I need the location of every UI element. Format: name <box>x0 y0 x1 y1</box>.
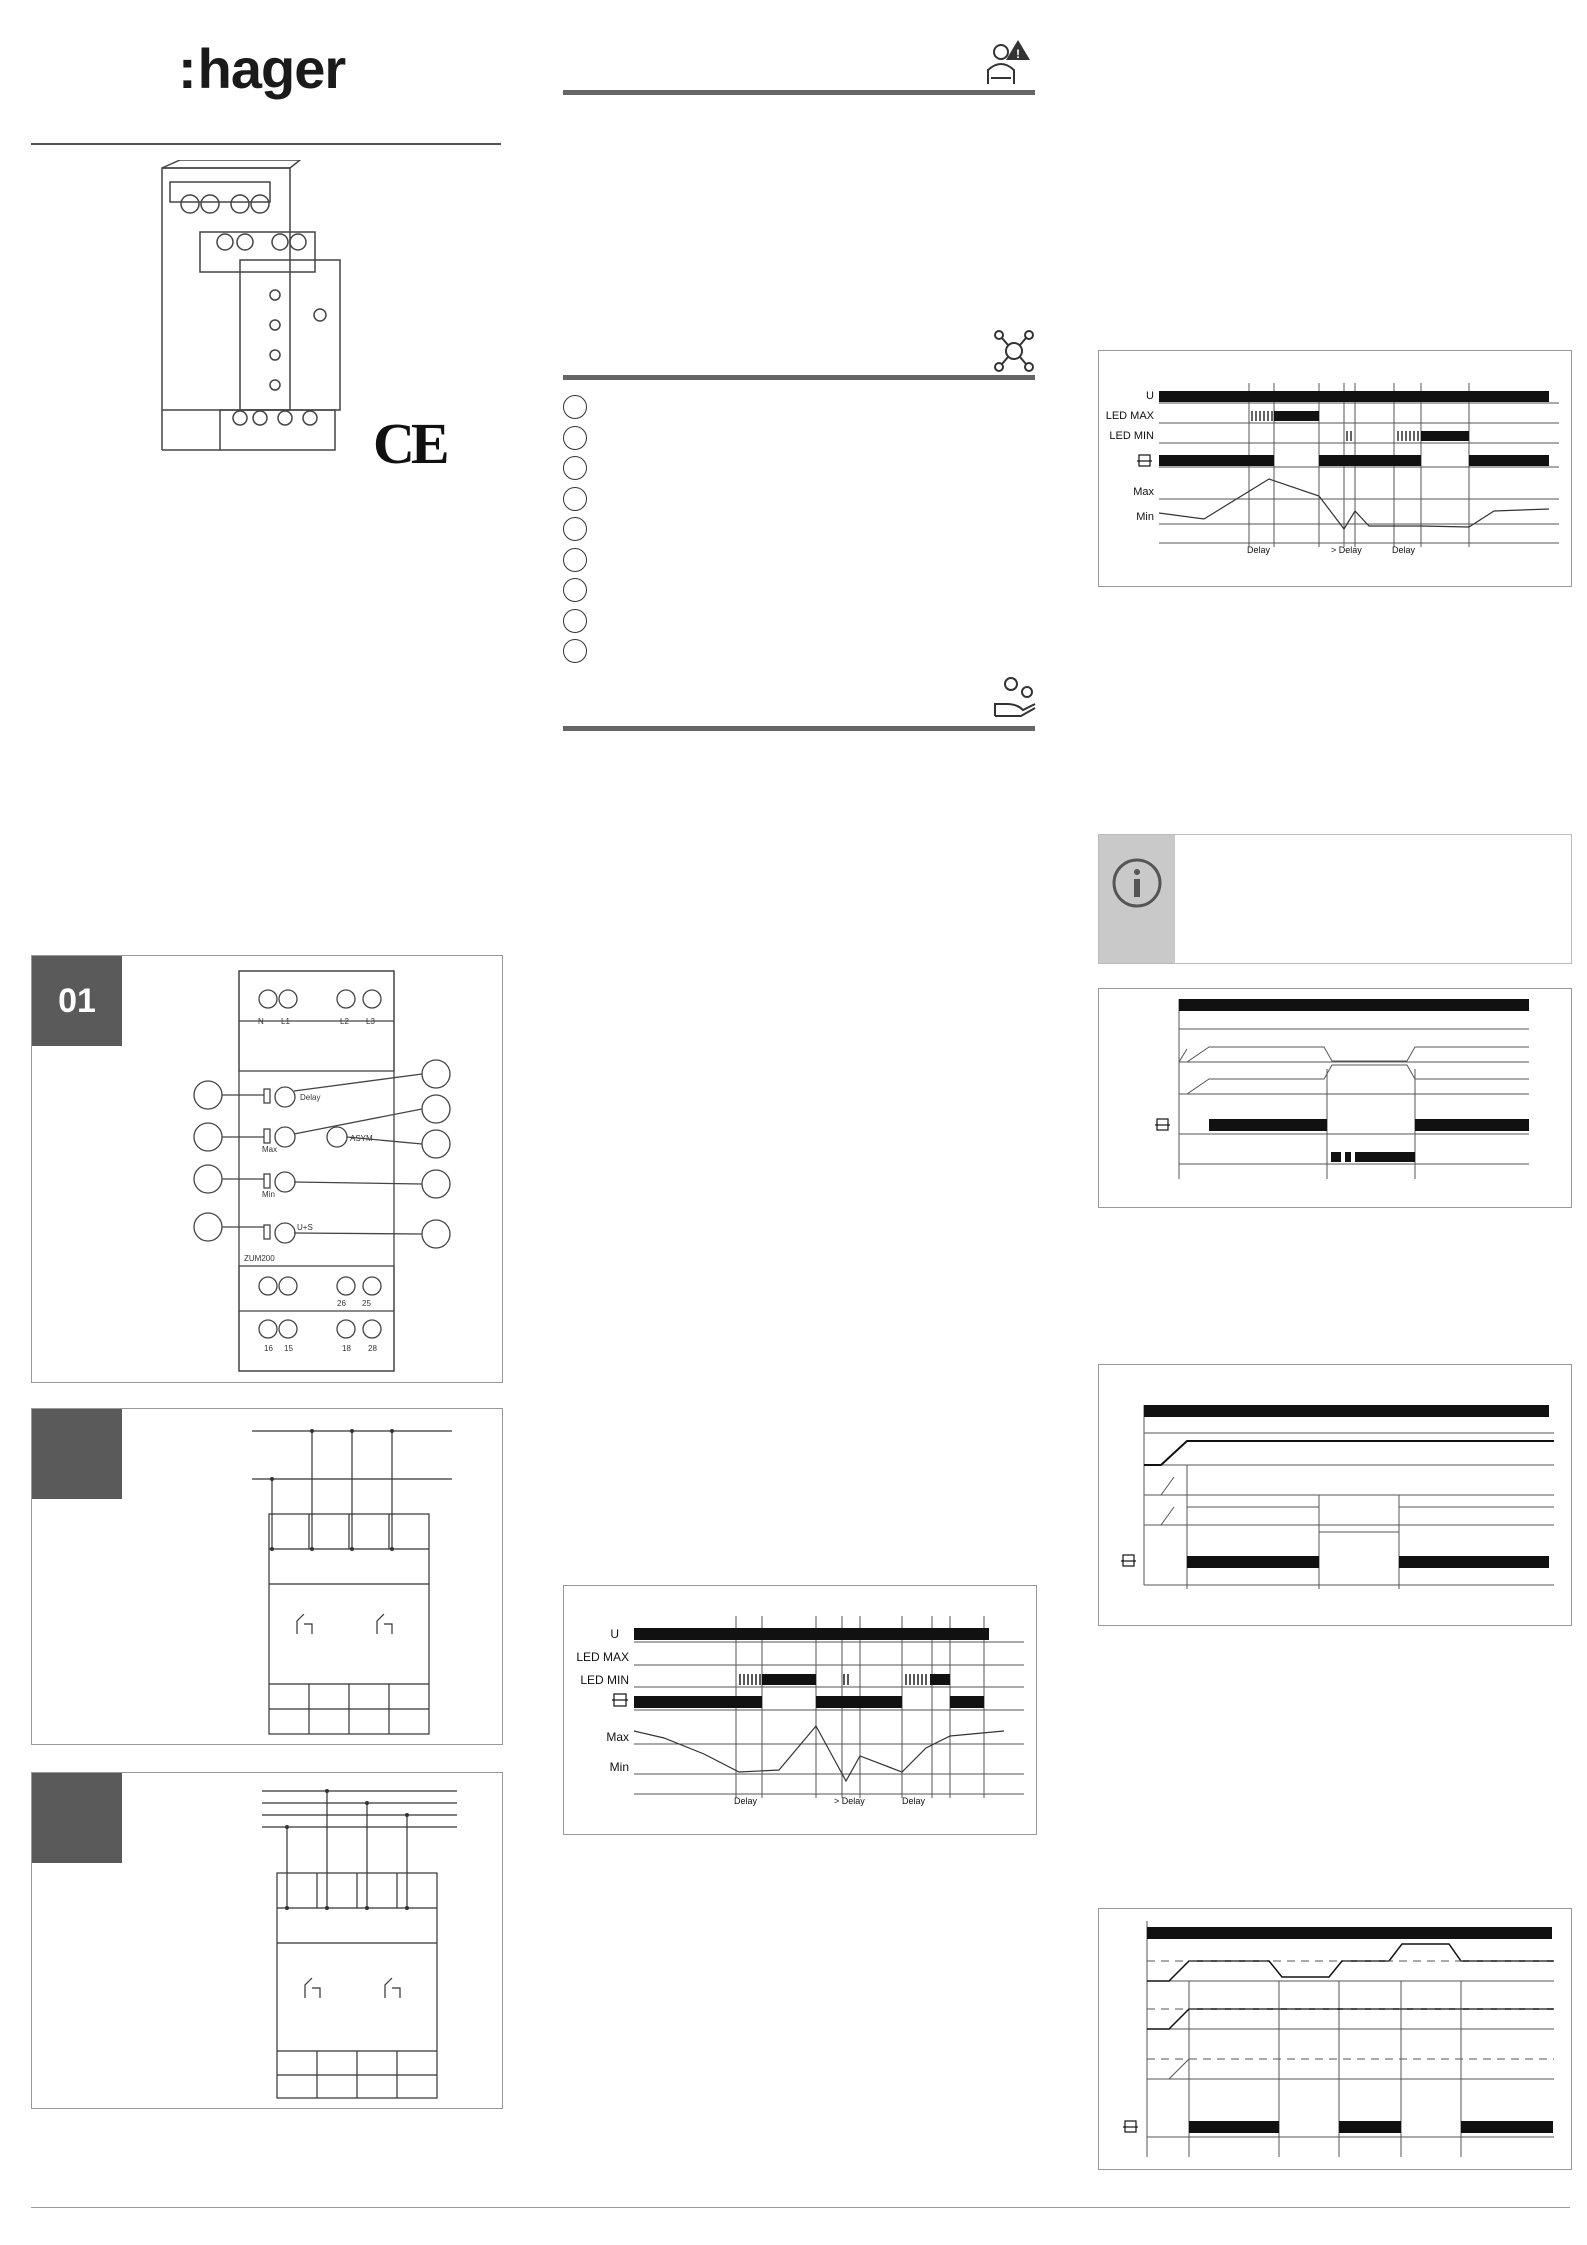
legend-item-7 <box>563 578 587 602</box>
terminal-label-16: 16 <box>264 1344 273 1353</box>
brand-name: hager <box>197 37 346 100</box>
rt-row-label-min: Min <box>1136 511 1154 523</box>
rt-relay-icon <box>1137 455 1152 466</box>
device-illustration <box>140 160 360 470</box>
min-knob-label: Min <box>262 1190 275 1199</box>
figure-01-panel <box>31 955 503 1383</box>
terminal-label-15: 15 <box>284 1344 293 1353</box>
rt-row-label-max: Max <box>1133 486 1154 498</box>
row-label-led-max: LED MAX <box>576 1650 629 1664</box>
row-label-led-min: LED MIN <box>580 1673 629 1687</box>
legend-item-6 <box>563 548 587 572</box>
legend-item-8 <box>563 609 587 633</box>
relay-icon <box>612 1694 628 1706</box>
delay-label-3: Delay <box>902 1796 926 1806</box>
delay-label-1: Delay <box>734 1796 758 1806</box>
phase-diagram-2 <box>1098 1364 1572 1626</box>
row-label-min: Min <box>609 1760 629 1774</box>
phase-diagram-3 <box>1098 1908 1572 2170</box>
legend-item-4 <box>563 487 587 511</box>
front-panel-drawing <box>32 956 502 1382</box>
info-note-box <box>1098 834 1572 964</box>
footer-divider <box>31 2207 1570 2208</box>
info-icon <box>1111 857 1163 909</box>
rt-delay-label-2: > Delay <box>1331 545 1362 555</box>
terminal-label-l2: L2 <box>340 1017 349 1026</box>
terminal-label-n: N <box>258 1017 264 1026</box>
timing-diagram-right-top <box>1098 350 1572 587</box>
timing-diagram-center <box>563 1585 1037 1835</box>
rt-delay-label-1: Delay <box>1247 545 1271 555</box>
max-knob-label: Max <box>262 1145 278 1154</box>
pd1-relay-icon <box>1155 1119 1170 1130</box>
terminal-label-28: 28 <box>368 1344 377 1353</box>
legend-item-9 <box>563 639 587 663</box>
terminal-label-18: 18 <box>342 1344 351 1353</box>
timing-chart-center <box>564 1586 1036 1834</box>
figure-number-badge: 01 <box>32 956 122 1046</box>
ce-mark: CE <box>373 411 446 476</box>
safety-warning-icon <box>985 38 1031 88</box>
phase-diagram-1 <box>1098 988 1572 1208</box>
wiring-diagram-1 <box>32 1409 502 1744</box>
network-icon <box>993 329 1035 373</box>
asym-knob-label: ASYM <box>350 1134 373 1143</box>
delay-label-2: > Delay <box>834 1796 865 1806</box>
terminal-label-l1: L1 <box>281 1017 290 1026</box>
rt-row-label-led-max: LED MAX <box>1105 410 1154 422</box>
mode-knob-label: U+S <box>297 1223 313 1232</box>
phase-chart-2 <box>1099 1365 1571 1625</box>
hand-gears-icon <box>993 674 1037 718</box>
phase-chart-1 <box>1099 989 1571 1207</box>
legend-item-1 <box>563 395 587 419</box>
terminal-label-l3: L3 <box>366 1017 375 1026</box>
header-divider <box>31 143 501 145</box>
rt-row-label-led-min: LED MIN <box>1109 430 1154 442</box>
delay-knob-label: Delay <box>300 1093 321 1102</box>
row-label-max: Max <box>606 1730 629 1744</box>
wiring-diagram-2 <box>32 1773 502 2108</box>
network-section-rule <box>563 375 1035 380</box>
config-section-rule <box>563 726 1035 731</box>
pd2-relay-icon <box>1121 1555 1136 1566</box>
row-label-u: U <box>610 1627 619 1641</box>
figure-02-panel <box>31 1408 503 1745</box>
timing-chart-right-top <box>1099 351 1571 586</box>
svg-text:!: ! <box>1016 47 1020 61</box>
pd3-relay-icon <box>1123 2121 1138 2132</box>
terminal-label-25: 25 <box>362 1299 371 1308</box>
figure-03-panel <box>31 1772 503 2109</box>
rt-row-label-u: U <box>1146 390 1154 402</box>
safety-section-rule <box>563 90 1035 95</box>
brand-logo: :hager <box>178 37 346 100</box>
legend-item-3 <box>563 456 587 480</box>
legend-item-5 <box>563 517 587 541</box>
rt-delay-label-3: Delay <box>1392 545 1416 555</box>
model-label: ZUM200 <box>244 1254 275 1263</box>
phase-chart-3 <box>1099 1909 1571 2169</box>
legend-item-2 <box>563 426 587 450</box>
terminal-label-26: 26 <box>337 1299 346 1308</box>
